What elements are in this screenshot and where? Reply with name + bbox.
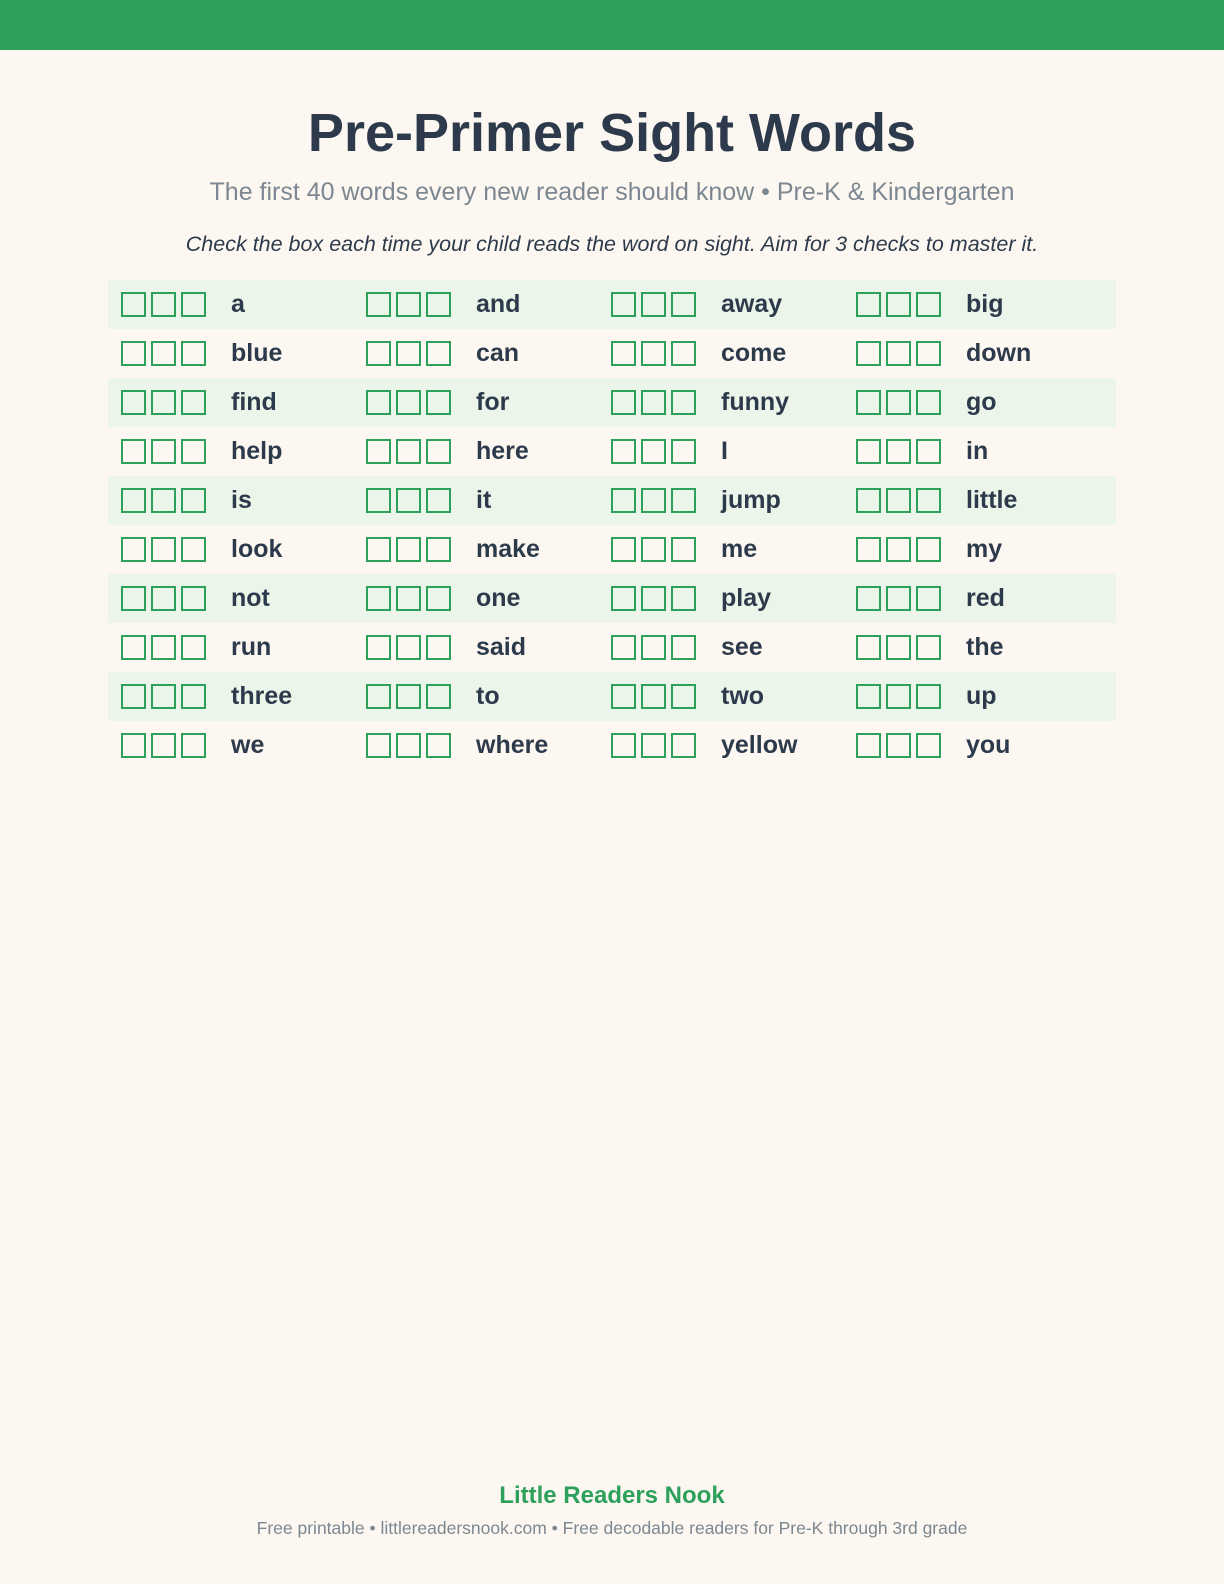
check-box[interactable]	[856, 684, 881, 709]
check-box[interactable]	[886, 537, 911, 562]
sight-word: where	[476, 731, 549, 759]
sight-word: up	[966, 682, 997, 710]
check-box[interactable]	[366, 390, 391, 415]
word-row	[108, 280, 1116, 329]
sight-word: to	[476, 682, 500, 710]
check-box[interactable]	[611, 733, 636, 758]
check-box[interactable]	[426, 341, 451, 366]
check-box-group	[121, 292, 218, 317]
check-box-group	[121, 439, 218, 464]
sight-word: a	[231, 290, 245, 318]
check-box[interactable]	[671, 488, 696, 513]
check-box-group	[856, 390, 953, 415]
word-cell	[843, 574, 1088, 623]
check-box-group	[366, 733, 463, 758]
check-box[interactable]	[886, 341, 911, 366]
check-box-group	[611, 684, 708, 709]
check-box-group	[611, 488, 708, 513]
check-box[interactable]	[151, 488, 176, 513]
check-box[interactable]	[181, 684, 206, 709]
check-box[interactable]	[181, 488, 206, 513]
check-box[interactable]	[916, 733, 941, 758]
sight-word: down	[966, 339, 1032, 367]
word-cell	[843, 672, 1088, 721]
check-box[interactable]	[611, 292, 636, 317]
check-box[interactable]	[641, 586, 666, 611]
check-box-group	[121, 733, 218, 758]
check-box[interactable]	[641, 341, 666, 366]
check-box[interactable]	[916, 635, 941, 660]
check-box[interactable]	[916, 341, 941, 366]
word-row	[108, 329, 1116, 378]
check-box[interactable]	[671, 635, 696, 660]
word-cell	[598, 378, 843, 427]
check-box[interactable]	[396, 341, 421, 366]
check-box[interactable]	[181, 635, 206, 660]
check-box[interactable]	[121, 341, 146, 366]
check-box[interactable]	[611, 635, 636, 660]
word-cell	[843, 623, 1088, 672]
check-box[interactable]	[916, 390, 941, 415]
check-box[interactable]	[886, 635, 911, 660]
check-box[interactable]	[396, 684, 421, 709]
check-box[interactable]	[856, 635, 881, 660]
check-box[interactable]	[886, 439, 911, 464]
sight-word: find	[231, 388, 277, 416]
word-cell	[353, 378, 598, 427]
sight-word: and	[476, 290, 521, 318]
check-box[interactable]	[641, 635, 666, 660]
word-cell	[598, 476, 843, 525]
check-box[interactable]	[916, 488, 941, 513]
check-box[interactable]	[611, 341, 636, 366]
word-cell	[598, 329, 843, 378]
sight-word: we	[231, 731, 265, 759]
sight-word: two	[721, 682, 765, 710]
word-row	[108, 721, 1116, 770]
sight-word: one	[476, 584, 521, 612]
sight-word: me	[721, 535, 758, 563]
check-box-group	[611, 733, 708, 758]
check-box[interactable]	[181, 733, 206, 758]
check-box[interactable]	[916, 439, 941, 464]
check-box[interactable]	[151, 586, 176, 611]
sight-word: go	[966, 388, 997, 416]
word-row	[108, 476, 1116, 525]
check-box-group	[856, 537, 953, 562]
check-box-group	[611, 341, 708, 366]
check-box[interactable]	[426, 292, 451, 317]
check-box-group	[121, 390, 218, 415]
check-box[interactable]	[396, 635, 421, 660]
check-box[interactable]	[396, 537, 421, 562]
check-box[interactable]	[671, 733, 696, 758]
check-box[interactable]	[611, 537, 636, 562]
word-cell	[598, 525, 843, 574]
word-cell	[353, 672, 598, 721]
check-box-group	[366, 635, 463, 660]
page-subtitle: The first 40 words every new reader should know • Pre-K & Kindergarten	[209, 178, 1015, 206]
check-box[interactable]	[641, 537, 666, 562]
check-box[interactable]	[151, 390, 176, 415]
word-cell	[108, 378, 353, 427]
word-cell	[353, 574, 598, 623]
check-box[interactable]	[611, 684, 636, 709]
check-box[interactable]	[886, 586, 911, 611]
check-box[interactable]	[886, 733, 911, 758]
check-box[interactable]	[366, 439, 391, 464]
word-cell	[843, 721, 1088, 770]
check-box-group	[121, 537, 218, 562]
word-cell	[108, 525, 353, 574]
sight-word: jump	[721, 486, 781, 514]
check-box[interactable]	[181, 390, 206, 415]
sight-word: not	[231, 584, 270, 612]
check-box[interactable]	[916, 537, 941, 562]
check-box[interactable]	[151, 341, 176, 366]
check-box[interactable]	[151, 439, 176, 464]
check-box[interactable]	[671, 292, 696, 317]
check-box[interactable]	[366, 733, 391, 758]
check-box[interactable]	[641, 292, 666, 317]
check-box-group	[611, 586, 708, 611]
check-box-group	[121, 341, 218, 366]
check-box[interactable]	[671, 684, 696, 709]
check-box[interactable]	[151, 733, 176, 758]
check-box[interactable]	[886, 488, 911, 513]
check-box[interactable]	[916, 292, 941, 317]
check-box[interactable]	[916, 684, 941, 709]
word-cell	[598, 623, 843, 672]
sight-word: I	[721, 437, 728, 465]
check-box-group	[856, 488, 953, 513]
check-box-group	[611, 635, 708, 660]
check-box[interactable]	[366, 292, 391, 317]
check-box[interactable]	[916, 586, 941, 611]
word-cell	[108, 427, 353, 476]
sight-word: said	[476, 633, 527, 661]
sight-word: the	[966, 633, 1004, 661]
check-box[interactable]	[396, 292, 421, 317]
check-box[interactable]	[611, 390, 636, 415]
sight-word: look	[231, 535, 283, 563]
check-box-group	[366, 684, 463, 709]
check-box[interactable]	[151, 635, 176, 660]
check-box[interactable]	[671, 390, 696, 415]
word-cell	[353, 721, 598, 770]
sight-word: three	[231, 682, 293, 710]
word-cell	[598, 672, 843, 721]
check-box-group	[856, 292, 953, 317]
sight-word: yellow	[721, 731, 798, 759]
check-box[interactable]	[366, 635, 391, 660]
check-box[interactable]	[121, 537, 146, 562]
check-box[interactable]	[121, 586, 146, 611]
check-box[interactable]	[671, 586, 696, 611]
sight-word: big	[966, 290, 1004, 318]
check-box-group	[121, 586, 218, 611]
check-box-group	[366, 537, 463, 562]
check-box[interactable]	[671, 439, 696, 464]
sight-word: can	[476, 339, 520, 367]
check-box-group	[366, 488, 463, 513]
sight-word: run	[231, 633, 272, 661]
sight-word: make	[476, 535, 540, 563]
check-box-group	[121, 488, 218, 513]
check-box[interactable]	[181, 586, 206, 611]
word-cell	[843, 329, 1088, 378]
sight-word: little	[966, 486, 1018, 514]
check-box[interactable]	[856, 488, 881, 513]
page-title: Pre-Primer Sight Words	[307, 103, 917, 163]
sight-word: my	[966, 535, 1003, 563]
check-box[interactable]	[151, 537, 176, 562]
word-row	[108, 672, 1116, 721]
check-box[interactable]	[611, 586, 636, 611]
check-box[interactable]	[856, 341, 881, 366]
check-box-group	[611, 292, 708, 317]
sight-word: in	[966, 437, 989, 465]
check-box-group	[856, 684, 953, 709]
check-box[interactable]	[426, 635, 451, 660]
check-box[interactable]	[641, 488, 666, 513]
check-box[interactable]	[121, 390, 146, 415]
check-box[interactable]	[856, 439, 881, 464]
check-box-group	[856, 635, 953, 660]
word-cell	[598, 427, 843, 476]
check-box[interactable]	[396, 586, 421, 611]
word-cell	[108, 623, 353, 672]
top-banner	[0, 0, 1224, 50]
check-box[interactable]	[121, 733, 146, 758]
sight-word: see	[721, 633, 763, 661]
word-cell	[353, 329, 598, 378]
word-row	[108, 623, 1116, 672]
check-box[interactable]	[426, 439, 451, 464]
check-box[interactable]	[426, 537, 451, 562]
check-box[interactable]	[856, 586, 881, 611]
word-cell	[598, 280, 843, 329]
check-box[interactable]	[426, 684, 451, 709]
footer-brand: Little Readers Nook	[499, 1482, 725, 1509]
check-box-group	[856, 439, 953, 464]
check-box-group	[366, 439, 463, 464]
check-box-group	[366, 586, 463, 611]
check-box[interactable]	[151, 684, 176, 709]
check-box[interactable]	[121, 635, 146, 660]
word-cell	[108, 476, 353, 525]
word-cell	[353, 525, 598, 574]
sight-word: come	[721, 339, 787, 367]
sight-word: you	[966, 731, 1011, 759]
check-box-group	[611, 390, 708, 415]
check-box[interactable]	[611, 488, 636, 513]
word-cell	[108, 574, 353, 623]
check-box[interactable]	[396, 488, 421, 513]
check-box[interactable]	[886, 292, 911, 317]
word-cell	[353, 623, 598, 672]
check-box-group	[121, 684, 218, 709]
word-cell	[843, 427, 1088, 476]
check-box[interactable]	[426, 390, 451, 415]
sight-word: play	[721, 584, 772, 612]
sight-word: away	[721, 290, 783, 318]
word-cell	[843, 280, 1088, 329]
check-box[interactable]	[611, 439, 636, 464]
word-cell	[108, 329, 353, 378]
word-cell	[843, 525, 1088, 574]
check-box[interactable]	[426, 586, 451, 611]
instructions: Check the box each time your child reads the word on sight. Aim for 3 checks to master it.	[185, 232, 1039, 256]
sight-word-grid	[108, 280, 1116, 770]
check-box[interactable]	[856, 733, 881, 758]
word-row	[108, 427, 1116, 476]
check-box-group	[611, 537, 708, 562]
check-box[interactable]	[366, 586, 391, 611]
sight-word: blue	[231, 339, 283, 367]
sight-word: it	[476, 486, 492, 514]
check-box[interactable]	[121, 292, 146, 317]
check-box[interactable]	[671, 341, 696, 366]
check-box[interactable]	[396, 733, 421, 758]
footer-info: Free printable • littlereadersnook.com • Free decodable readers for Pre-K through 3rd grade	[256, 1518, 968, 1538]
check-box[interactable]	[181, 439, 206, 464]
sight-word: red	[966, 584, 1005, 612]
check-box[interactable]	[181, 537, 206, 562]
check-box[interactable]	[856, 537, 881, 562]
check-box[interactable]	[366, 684, 391, 709]
sight-word: is	[231, 486, 252, 514]
word-row	[108, 525, 1116, 574]
check-box[interactable]	[121, 488, 146, 513]
check-box[interactable]	[641, 684, 666, 709]
check-box[interactable]	[856, 390, 881, 415]
word-row	[108, 574, 1116, 623]
check-box-group	[856, 733, 953, 758]
check-box[interactable]	[641, 733, 666, 758]
check-box[interactable]	[426, 733, 451, 758]
check-box[interactable]	[366, 537, 391, 562]
word-row	[108, 378, 1116, 427]
check-box[interactable]	[121, 684, 146, 709]
check-box-group	[366, 341, 463, 366]
word-cell	[353, 280, 598, 329]
check-box-group	[121, 635, 218, 660]
check-box[interactable]	[366, 488, 391, 513]
word-cell	[353, 427, 598, 476]
check-box[interactable]	[181, 341, 206, 366]
check-box[interactable]	[641, 439, 666, 464]
check-box[interactable]	[181, 292, 206, 317]
check-box-group	[611, 439, 708, 464]
word-cell	[108, 672, 353, 721]
check-box[interactable]	[426, 488, 451, 513]
word-cell	[598, 574, 843, 623]
check-box[interactable]	[366, 341, 391, 366]
word-cell	[598, 721, 843, 770]
word-cell	[843, 476, 1088, 525]
check-box[interactable]	[121, 439, 146, 464]
check-box[interactable]	[151, 292, 176, 317]
word-cell	[108, 721, 353, 770]
sight-word: for	[476, 388, 510, 416]
check-box-group	[856, 341, 953, 366]
check-box[interactable]	[886, 684, 911, 709]
word-cell	[843, 378, 1088, 427]
word-cell	[353, 476, 598, 525]
check-box-group	[366, 390, 463, 415]
check-box[interactable]	[671, 537, 696, 562]
sight-word: here	[476, 437, 529, 465]
check-box[interactable]	[856, 292, 881, 317]
check-box[interactable]	[396, 439, 421, 464]
check-box[interactable]	[396, 390, 421, 415]
word-cell	[108, 280, 353, 329]
sight-word: funny	[721, 388, 790, 416]
check-box[interactable]	[641, 390, 666, 415]
check-box-group	[856, 586, 953, 611]
sight-word: help	[231, 437, 283, 465]
check-box[interactable]	[886, 390, 911, 415]
check-box-group	[366, 292, 463, 317]
